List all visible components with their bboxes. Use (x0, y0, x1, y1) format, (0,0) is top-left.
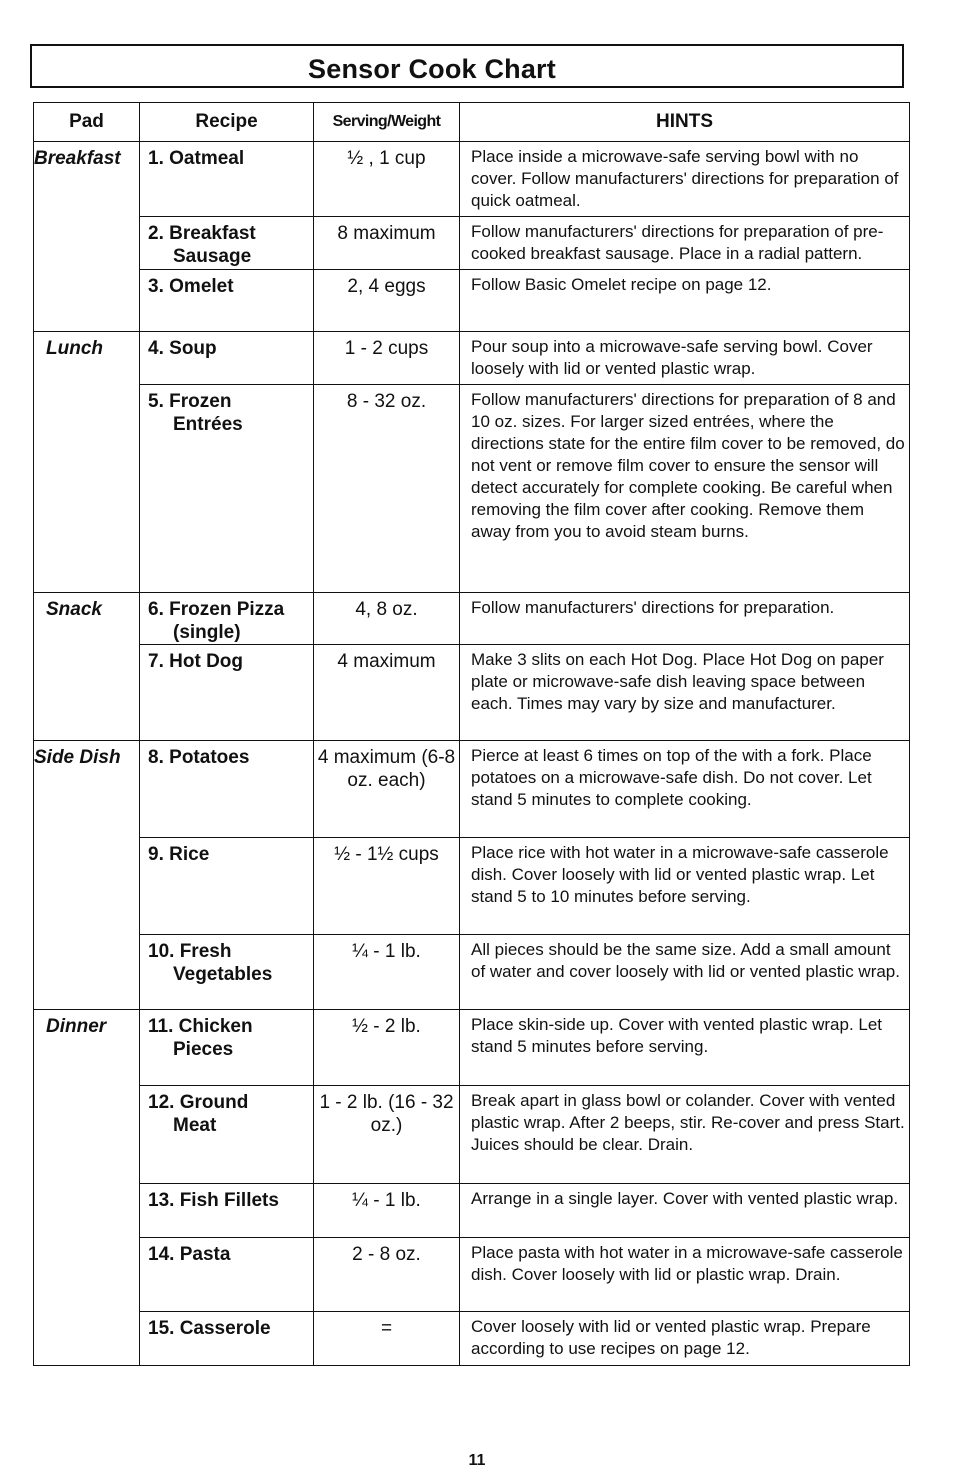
serving-weight-cell: 8 - 32 oz. (314, 385, 460, 593)
pad-cell: Dinner (34, 1010, 140, 1086)
recipe-number: 7. (148, 651, 164, 672)
recipe-name: Oatmeal (169, 148, 245, 169)
recipe-number: 1. (148, 148, 164, 169)
table-row (34, 645, 910, 741)
table-row (34, 1238, 910, 1312)
recipe-cell (140, 142, 314, 217)
recipe-cell (140, 935, 314, 1010)
pad-cell (34, 838, 140, 935)
recipe-cell (140, 645, 314, 741)
hint-cell: Place rice with hot water in a microwave-safe casserole dish. Cover loosely with lid or vented plastic wrap. Let stand 5 to 10 minutes before serving. (460, 838, 910, 935)
recipe-name: Hot Dog (169, 651, 244, 672)
recipe-name: Ground (179, 1092, 249, 1113)
recipe-cell (140, 838, 314, 935)
hint-cell: Pierce at least 6 times on top of the with a fork. Place potatoes on a microwave-safe dish. Do not cover. Let stand 5 minutes to complete cooking. (460, 741, 910, 838)
pad-cell (34, 1184, 140, 1238)
hint-cell: Follow manufacturers' directions for preparation of pre-cooked breakfast sausage. Place in a radial pattern. (460, 217, 910, 270)
recipe-number: 15. (148, 1318, 175, 1339)
pad-cell: Snack (34, 593, 140, 645)
hint-cell: Follow manufacturers' directions for preparation of 8 and 10 oz. sizes. For larger sized entrées, where the directions state for the entire film cover to be removed, do not vent or remove film cover to ensure the sensor will detect accurately for complete cooking. Be careful when removing the film cover after cooking. Remove them away from you to avoid steam burns. (460, 385, 910, 593)
pad-cell (34, 217, 140, 270)
hint-cell: Follow manufacturers' directions for preparation. (460, 593, 910, 645)
hint-cell: Make 3 slits on each Hot Dog. Place Hot Dog on paper plate or microwave-safe dish leaving space between each. Times may vary by size and manufacturer. (460, 645, 910, 741)
recipe-number: 3. (148, 276, 164, 297)
pad-cell (34, 645, 140, 741)
hint-cell: All pieces should be the same size. Add a small amount of water and cover loosely with lid or vented plastic wrap. (460, 935, 910, 1010)
table-row (34, 385, 910, 593)
table-row (34, 1184, 910, 1238)
chart-title-box (30, 44, 904, 88)
recipe-name-continued: Pieces (173, 1039, 234, 1060)
recipe-cell (140, 217, 314, 270)
serving-weight-cell: 1 - 2 lb. (16 - 32 oz.) (314, 1086, 460, 1184)
sensor-cook-table (33, 102, 910, 1366)
recipe-name: Frozen Pizza (169, 599, 285, 620)
recipe-name: Chicken (178, 1016, 253, 1037)
serving-weight-cell: 2 - 8 oz. (314, 1238, 460, 1312)
serving-weight-cell: ½ , 1 cup (314, 142, 460, 217)
recipe-name-continued: Entrées (173, 414, 243, 435)
recipe-number: 9. (148, 844, 164, 865)
recipe-number: 10. (148, 941, 175, 962)
serving-weight-cell: 8 maximum (314, 217, 460, 270)
table-row (34, 838, 910, 935)
pad-cell (34, 935, 140, 1010)
recipe-cell (140, 1312, 314, 1366)
pad-cell: Lunch (34, 332, 140, 385)
recipe-name-continued: (single) (173, 622, 241, 643)
recipe-name: Casserole (179, 1318, 271, 1339)
recipe-name: Fish Fillets (179, 1190, 279, 1211)
table-row (34, 270, 910, 332)
hint-cell: Arrange in a single layer. Cover with vented plastic wrap. (460, 1184, 910, 1238)
pad-cell: Breakfast (34, 142, 140, 217)
serving-weight-cell: 4 maximum (6-8 oz. each) (314, 741, 460, 838)
recipe-number: 13. (148, 1190, 175, 1211)
hint-cell: Follow Basic Omelet recipe on page 12. (460, 270, 910, 332)
hint-cell: Break apart in glass bowl or colander. Cover with vented plastic wrap. After 2 beeps, stir. Re-cover and press Start. Juices should be clear. Drain. (460, 1086, 910, 1184)
pad-cell (34, 1086, 140, 1184)
recipe-name: Frozen (169, 391, 232, 412)
page-title: Sensor Cook Chart (308, 53, 556, 84)
serving-weight-cell: 1 - 2 cups (314, 332, 460, 385)
header-pad: Pad (34, 103, 140, 142)
recipe-cell (140, 1184, 314, 1238)
recipe-number: 8. (148, 747, 164, 768)
serving-weight-cell: = (314, 1312, 460, 1366)
serving-weight-cell: 4, 8 oz. (314, 593, 460, 645)
hint-cell: Place skin-side up. Cover with vented plastic wrap. Let stand 5 minutes before serving. (460, 1010, 910, 1086)
recipe-number: 2. (148, 223, 164, 244)
recipe-cell (140, 332, 314, 385)
pad-cell: Side Dish (34, 741, 140, 838)
recipe-cell (140, 1238, 314, 1312)
recipe-number: 6. (148, 599, 164, 620)
table-row (34, 741, 910, 838)
serving-weight-cell: ¼ - 1 lb. (314, 1184, 460, 1238)
recipe-name: Fresh (179, 941, 232, 962)
recipe-name-continued: Vegetables (173, 964, 273, 985)
recipe-name: Omelet (169, 276, 234, 297)
pad-cell (34, 270, 140, 332)
recipe-name-continued: Sausage (173, 246, 252, 267)
hint-cell: Cover loosely with lid or vented plastic wrap. Prepare according to use recipes on page 12. (460, 1312, 910, 1366)
recipe-cell (140, 1010, 314, 1086)
table-header-row (34, 103, 910, 142)
recipe-cell (140, 593, 314, 645)
recipe-number: 12. (148, 1092, 175, 1113)
recipe-cell (140, 741, 314, 838)
recipe-name: Soup (169, 338, 217, 359)
recipe-name-continued: Meat (173, 1115, 217, 1136)
serving-weight-cell: ½ - 1½ cups (314, 838, 460, 935)
recipe-name: Rice (169, 844, 210, 865)
table-row (34, 217, 910, 270)
recipe-cell (140, 270, 314, 332)
recipe-name: Breakfast (169, 223, 256, 244)
table-row (34, 935, 910, 1010)
serving-weight-cell: ¼ - 1 lb. (314, 935, 460, 1010)
pad-cell (34, 1312, 140, 1366)
recipe-cell (140, 1086, 314, 1184)
recipe-number: 11. (148, 1016, 174, 1037)
recipe-cell (140, 385, 314, 593)
recipe-number: 14. (148, 1244, 175, 1265)
serving-weight-cell: 4 maximum (314, 645, 460, 741)
recipe-number: 4. (148, 338, 164, 359)
serving-weight-cell: 2, 4 eggs (314, 270, 460, 332)
page-number: 11 (468, 1452, 486, 1469)
header-hints: HINTS (460, 103, 910, 142)
pad-cell (34, 1238, 140, 1312)
table-row (34, 1086, 910, 1184)
serving-weight-cell: ½ - 2 lb. (314, 1010, 460, 1086)
recipe-name: Pasta (179, 1244, 231, 1265)
hint-cell: Place inside a microwave-safe serving bowl with no cover. Follow manufacturers' directions for preparation of quick oatmeal. (460, 142, 910, 217)
table-row (34, 593, 910, 645)
header-serving-weight: Serving/Weight (314, 103, 460, 142)
table-row (34, 332, 910, 385)
pad-cell (34, 385, 140, 593)
hint-cell: Pour soup into a microwave-safe serving bowl. Cover loosely with lid or vented plastic wrap. (460, 332, 910, 385)
recipe-number: 5. (148, 391, 164, 412)
table-row (34, 1312, 910, 1366)
recipe-name: Potatoes (169, 747, 250, 768)
table-row (34, 1010, 910, 1086)
header-recipe: Recipe (140, 103, 314, 142)
hint-cell: Place pasta with hot water in a microwave-safe casserole dish. Cover loosely with lid or plastic wrap. Drain. (460, 1238, 910, 1312)
table-row (34, 142, 910, 217)
